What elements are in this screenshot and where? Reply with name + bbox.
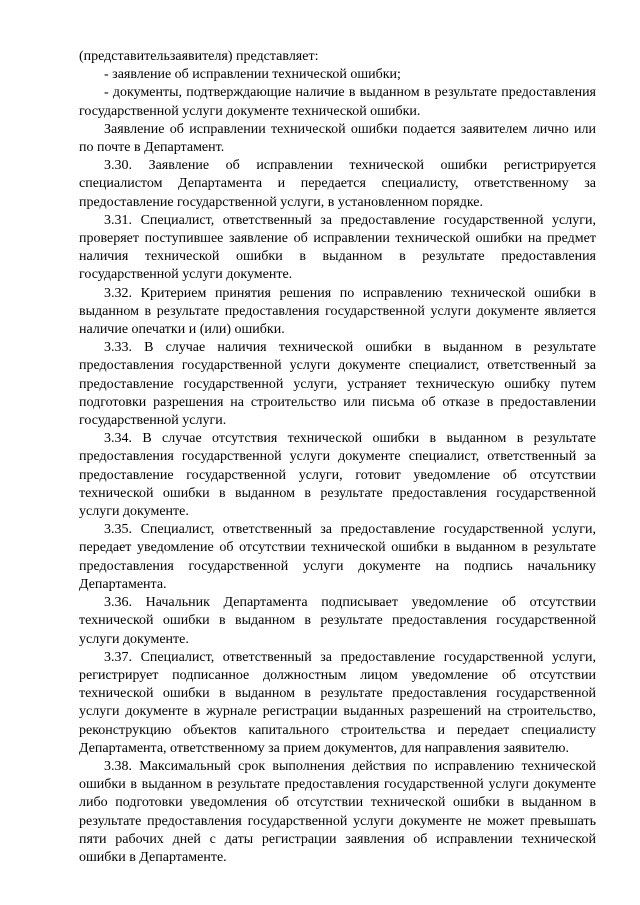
paragraph-3-37: 3.37. Специалист, ответственный за предоставление государственной услуги, регистрирует подписанное должностным лицом уведомление об отсутствии технической ошибки в выданном в результате предоставления государственной услуги документе в журнале регистрации выданных разрешений на строительство, реконструкцию объектов капитального строительства и передает специалисту Департамента, ответственному за прием документов, для направления заявителю. xyxy=(79,649,596,756)
list-item-documents: - документы, подтверждающие наличие в выданном в результате предоставления государственной услуги документе технической ошибки. xyxy=(79,85,596,119)
list-item-application: - заявление об исправлении технической ошибки; xyxy=(104,67,401,83)
paragraph-3-31: 3.31. Специалист, ответственный за предоставление государственной услуги, проверяет поступившее заявление об исправлении технической ошибки на предмет наличия технической ошибки в выданном в результате предоставления государственной услуги документе. xyxy=(79,212,596,283)
paragraph-3-38: 3.38. Максимальный срок выполнения действия по исправлению технической ошибки в выданном в результате предоставления государственной услуги документе либо подготовки уведомления об отсутствии технической ошибки в выданном в результате предоставления государственной услуги документе не может превышать пяти рабочих дней с даты регистрации заявления об исправлении технической ошибки в Департаменте. xyxy=(79,758,596,865)
paragraph-3-32: 3.32. Критерием принятия решения по исправлению технической ошибки в выданном в результате предоставления государственной услуги документе является наличие опечатки и (или) ошибки. xyxy=(79,285,596,338)
paragraph-3-30: 3.30. Заявление об исправлении технической ошибки регистрируется специалистом Департамента и передается специалисту, ответственному за предоставление государственной услуги, в установленном порядке. xyxy=(79,158,596,210)
paragraph-applicant-representative: (представительзаявителя) представляет: xyxy=(79,49,319,64)
paragraph-3-36: 3.36. Начальник Департамента подписывает уведомление об отсутствии технической ошибки в выданном в результате предоставления государственной услуги документе. xyxy=(79,595,596,647)
paragraph-3-35: 3.35. Специалист, ответственный за предоставление государственной услуги, передает уведомление об отсутствии технической ошибки в выданном в результате предоставления государственной услуги документе на подпись начальнику Департамента. xyxy=(79,522,596,592)
paragraph-3-33: 3.33. В случае наличия технической ошибки в выданном в результате предоставления государственной услуги документе специалист, ответственный за предоставление государственной услуги, устраняет техническую ошибку путем подготовки разрешения на строительство или письма об отказе в предоставлении государственной услуги. xyxy=(79,340,596,429)
paragraph-3-34: 3.34. В случае отсутствия технической ошибки в выданном в результате предоставления государственной услуги документе специалист, ответственный за предоставление государственной услуги, готовит уведомление об отсутствии технической ошибки в выданном в результате предоставления государственной услуги документе. xyxy=(79,431,596,520)
paragraph-submission: Заявление об исправлении технической ошибки подается заявителем лично или по почте в Департамент. xyxy=(79,121,596,156)
